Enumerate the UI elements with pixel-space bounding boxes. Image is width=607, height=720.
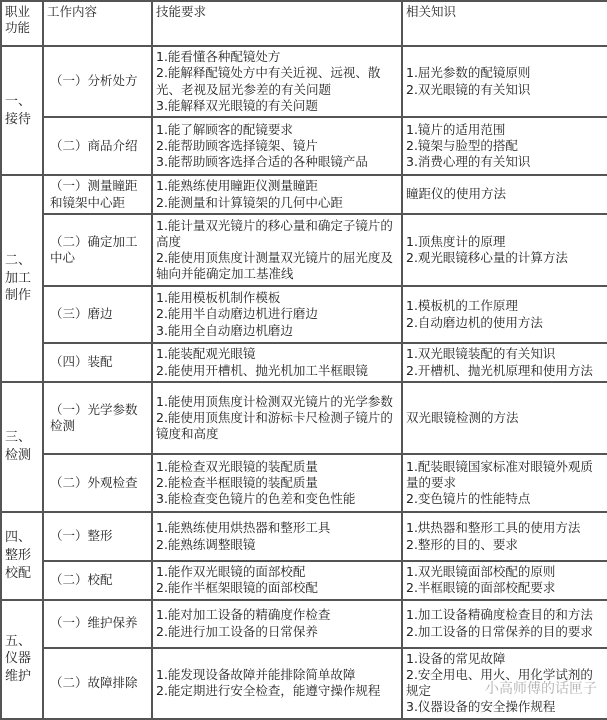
skills-cell: [152, 117, 402, 175]
knowledge-item: 2.变色镜片的性能特点: [406, 491, 531, 507]
knowledge-item: 2.安全用电、用火、用化学试剂的规定: [406, 666, 593, 698]
table-row: [1, 343, 607, 382]
skill-item: 1.能计量双光镜片的移心量和确定子镜片的高度: [156, 217, 393, 249]
knowledge-cell: [402, 46, 607, 117]
knowledge-item: 1.设备的常见故障: [406, 650, 506, 666]
knowledge-item: 2.观光眼镜移心量的计算方法: [406, 250, 568, 265]
skill-item: 1.能检查双光眼镜的装配质量: [156, 458, 318, 474]
knowledge-cell: [402, 117, 607, 175]
skill-item: 2.能检查半框眼镜的装配质量: [156, 474, 318, 490]
table-row: [1, 214, 607, 286]
work-content-cell: （一）测量瞳距和镜架中心距: [43, 175, 152, 214]
knowledge-item: 1.配装眼镜国家标准对眼镜外观质量的要求: [406, 458, 593, 490]
knowledge-item: 2.自动磨边机的使用方法: [406, 314, 543, 330]
function-cell: 五、仪器维护: [1, 600, 43, 719]
knowledge-item: 瞳距仪的使用方法: [406, 186, 507, 202]
skill-item: 2.能使用开槽机、抛光机加工半框眼镜: [156, 362, 368, 378]
header-function: 职业功能: [1, 1, 43, 46]
knowledge-item: 1.模板机的工作原理: [406, 298, 518, 314]
work-content-cell: （二）商品介绍: [43, 117, 152, 175]
skills-cell: [152, 600, 402, 648]
skill-item: 2.能帮助顾客选择镜架、镜片: [156, 137, 318, 153]
skill-item: 2.能进行加工设备的日常保养: [156, 623, 318, 639]
header-row: [1, 1, 607, 46]
knowledge-item: 2.整形的目的、要求: [406, 536, 518, 552]
table-row: [1, 454, 607, 512]
watermark: 小高师傅的话匣子: [485, 681, 597, 697]
header-skills: 技能要求: [152, 1, 402, 46]
knowledge-cell: [402, 561, 607, 600]
skills-cell: [152, 382, 402, 454]
table-row: [1, 46, 607, 117]
knowledge-item: 3.仪器设备的安全操作规程: [406, 699, 556, 715]
skills-cell: [152, 46, 402, 117]
knowledge-item: 1.双光眼镜装配的有关知识: [406, 346, 556, 362]
skills-cell: [152, 512, 402, 561]
table-row: [1, 561, 607, 600]
skill-item: 2.能测量和计算镜架的几何中心距: [156, 194, 343, 210]
work-content-cell: （一）维护保养: [43, 600, 152, 648]
knowledge-item: 1.加工设备精确度检查目的和方法: [406, 607, 593, 623]
skill-item: 2.能熟练调整眼镜: [156, 536, 256, 552]
table-row: [1, 512, 607, 561]
work-content-cell: （一）分析处方: [43, 46, 152, 117]
knowledge-cell: [402, 454, 607, 512]
table-row: [1, 117, 607, 175]
knowledge-item: 2.双光眼镜的有关知识: [406, 81, 531, 97]
knowledge-item: 1.烘热器和整形工具的使用方法: [406, 520, 581, 536]
skill-item: 1.能熟练使用瞳距仪测量瞳距: [156, 178, 318, 194]
knowledge-cell: [402, 175, 607, 214]
skill-item: 1.能发现设备故障并能排除简单故障: [156, 666, 356, 682]
skill-item: 1.能看懂各种配镜处方: [156, 49, 281, 64]
knowledge-item: 1.顶焦度计的原理: [406, 233, 506, 249]
knowledge-item: 双光眼镜检测的方法: [406, 409, 519, 425]
knowledge-cell: [402, 343, 607, 382]
work-content-cell: （三）磨边: [43, 286, 152, 343]
skills-cell: [152, 343, 402, 382]
skill-item: 2.能使用顶焦度计和游标卡尺检测子镜片的镜度和高度: [156, 409, 393, 442]
skill-item: 2.能使用顶焦度计测量双光镜片的屈光度及轴向并能确定加工基准线: [156, 250, 393, 282]
work-content-cell: （一）整形: [43, 512, 152, 561]
knowledge-item: 2.镜架与脸型的搭配: [406, 137, 518, 153]
function-cell: 三、检测: [1, 382, 43, 512]
knowledge-cell: [402, 600, 607, 648]
knowledge-cell: [402, 214, 607, 286]
skill-item: 3.能检查变色镜片的色差和变色性能: [156, 491, 356, 507]
table-row: [1, 286, 607, 343]
table-row: [1, 175, 607, 214]
work-content-cell: （一）光学参数检测: [43, 382, 152, 454]
table-row: [1, 382, 607, 454]
knowledge-item: 2.加工设备的日常保养的目的要求: [406, 623, 593, 639]
skill-item: 3.能解释双光眼镜的有关问题: [156, 97, 318, 113]
skill-item: 3.能帮助顾客选择合适的各种眼镜产品: [156, 154, 368, 170]
function-cell: 四、整形校配: [1, 512, 43, 600]
skill-item: 2.能定期进行安全检查，能遵守操作规程: [156, 683, 381, 698]
header-content: 工作内容: [43, 1, 152, 46]
skill-item: 1.能对加工设备的精确度作检查: [156, 607, 331, 623]
work-content-cell: （四）装配: [43, 343, 152, 382]
knowledge-item: 2.半框眼镜的面部校配要求: [406, 580, 556, 596]
skill-item: 1.能使用顶焦度计检测双光镜片的光学参数: [156, 393, 393, 409]
skills-cell: [152, 214, 402, 286]
knowledge-cell: [402, 512, 607, 561]
skill-item: 1.能装配观光眼镜: [156, 346, 256, 362]
skill-item: 3.能用全自动磨边机磨边: [156, 322, 293, 338]
knowledge-item: 1.屈光参数的配镜原则: [406, 65, 531, 81]
knowledge-item: 3.消费心理的有关知识: [406, 154, 531, 170]
skills-cell: [152, 454, 402, 512]
skill-item: 2.能解释配镜处方中有关近视、远视、散光、老视及屈光参差的有关问题: [156, 65, 381, 97]
skills-cell: [152, 648, 402, 719]
skill-item: 1.能作双光眼镜的面部校配: [156, 564, 306, 579]
knowledge-item: 1.镜片的适用范围: [406, 121, 506, 137]
work-content-cell: （二）确定加工中心: [43, 214, 152, 286]
knowledge-item: 2.开槽机、抛光机原理和使用方法: [406, 362, 593, 378]
table-row: [1, 600, 607, 648]
function-cell: 一、接待: [1, 46, 43, 175]
skill-item: 1.能了解顾客的配镜要求: [156, 121, 293, 137]
skills-cell: [152, 175, 402, 214]
skill-item: 2.能作半框架眼镜的面部校配: [156, 580, 318, 596]
knowledge-cell: [402, 286, 607, 343]
skill-item: 1.能熟练使用烘热器和整形工具: [156, 520, 331, 536]
skill-item: 2.能用半自动磨边机进行磨边: [156, 306, 318, 322]
skills-cell: [152, 286, 402, 343]
knowledge-item: 1.双光眼镜面部校配的原则: [406, 564, 556, 579]
work-content-cell: （二）故障排除: [43, 648, 152, 719]
work-content-cell: （二）外观检查: [43, 454, 152, 512]
work-content-cell: （二）校配: [43, 561, 152, 600]
function-cell: 二、加工制作: [1, 175, 43, 382]
skill-item: 1.能用模板机制作模板: [156, 290, 281, 306]
knowledge-cell: [402, 382, 607, 454]
skills-cell: [152, 561, 402, 600]
header-knowledge: 相关知识: [402, 1, 607, 46]
